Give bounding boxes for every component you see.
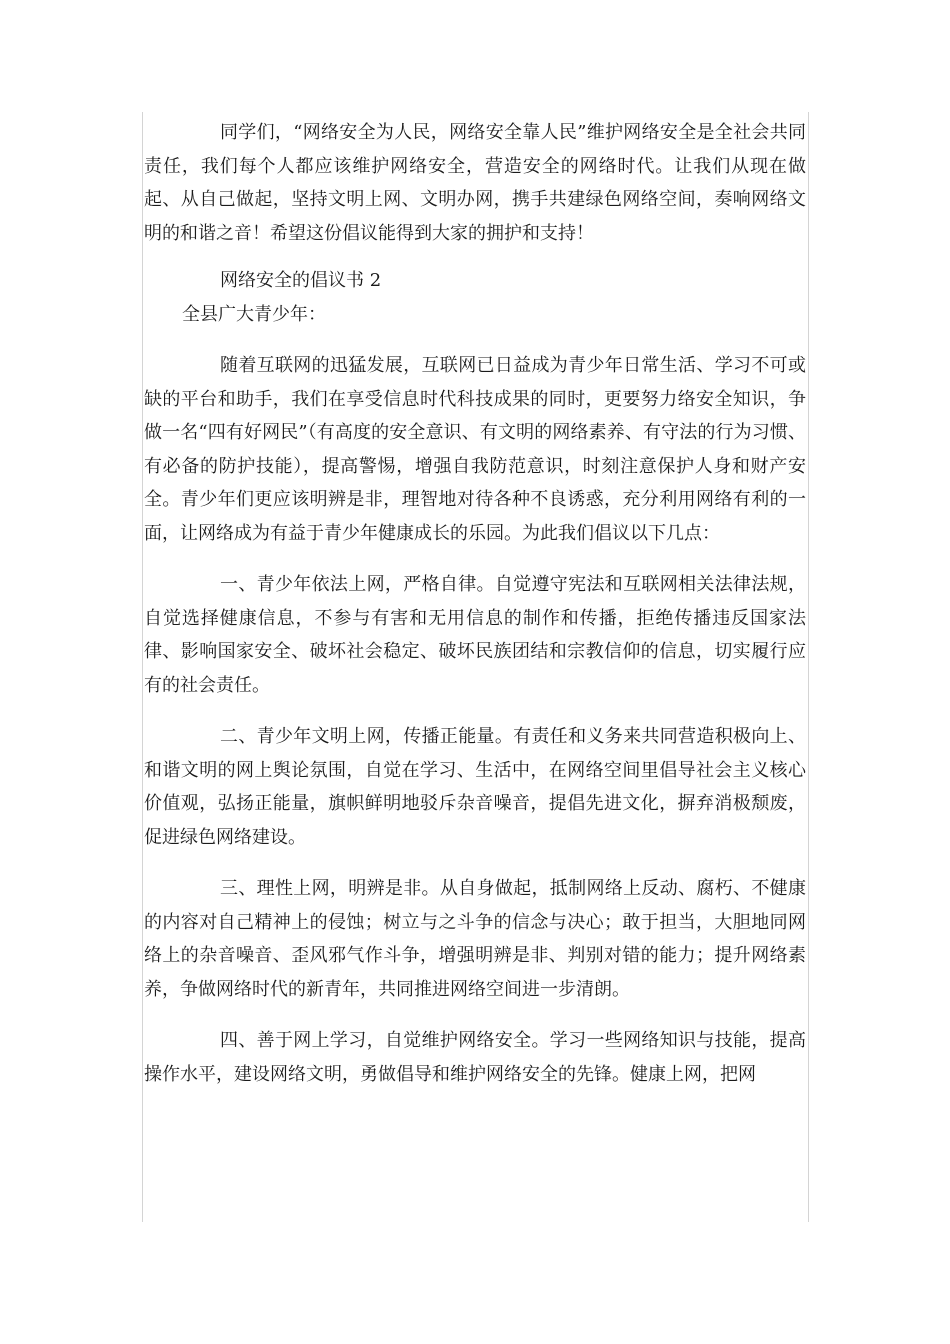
- page-right-border: [808, 112, 809, 1222]
- point-4-paragraph: 四、善于网上学习，自觉维护网络安全。学习一些网络知识与技能，提高操作水平，建设网络文明，勇做倡导和维护网络安全的先锋。健康上网，把网: [144, 1030, 806, 1085]
- page-left-border: [142, 112, 143, 1222]
- section-heading: 网络安全的倡议书 2: [220, 270, 382, 291]
- salutation: 全县广大青少年：: [182, 303, 326, 325]
- document-body: [144, 116, 806, 1091]
- closing-paragraph: 同学们，“网络安全为人民，网络安全靠人民”维护网络安全是全社会共同责任，我们每个人都应该维护网络安全，营造安全的网络时代。让我们从现在做起、从自己做起，坚持文明上网、文明办网，携手共建绿色网络空间，奏响网络文明的和谐之音！希望这份倡议能得到大家的拥护和支持！: [144, 122, 806, 244]
- intro-paragraph: 随着互联网的迅猛发展，互联网已日益成为青少年日常生活、学习不可或缺的平台和助手，我们在享受信息时代科技成果的同时，更要努力络安全知识，争做一名“四有好网民”（有高度的安全意识、有文明的网络素养、有守法的行为习惯、有必备的防护技能），提高警惕，增强自我防范意识，时刻注意保护人身和财产安全。青少年们更应该明辨是非，理智地对待各种不良诱惑，充分利用网络有利的一面，让网络成为有益于青少年健康成长的乐园。为此我们倡议以下几点：: [144, 355, 806, 544]
- point-1-paragraph: 一、青少年依法上网，严格自律。自觉遵守宪法和互联网相关法律法规，自觉选择健康信息，不参与有害和无用信息的制作和传播，拒绝传播违反国家法律、影响国家安全、破坏社会稳定、破坏民族团结和宗教信仰的信息，切实履行应有的社会责任。: [144, 574, 806, 696]
- point-2-paragraph: 二、青少年文明上网，传播正能量。有责任和义务来共同营造积极向上、和谐文明的网上舆论氛围，自觉在学习、生活中，在网络空间里倡导社会主义核心价值观，弘扬正能量，旗帜鲜明地驳斥杂音噪音，提倡先进文化，摒弃消极颓废，促进绿色网络建设。: [144, 726, 806, 848]
- point-3-paragraph: 三、理性上网，明辨是非。从自身做起，抵制网络上反动、腐朽、不健康的内容对自己精神上的侵蚀；树立与之斗争的信念与决心；敢于担当，大胆地同网络上的杂音噪音、歪风邪气作斗争，增强明辨是非、判别对错的能力；提升网络素养，争做网络时代的新青年，共同推进网络空间进一步清朗。: [144, 878, 806, 1000]
